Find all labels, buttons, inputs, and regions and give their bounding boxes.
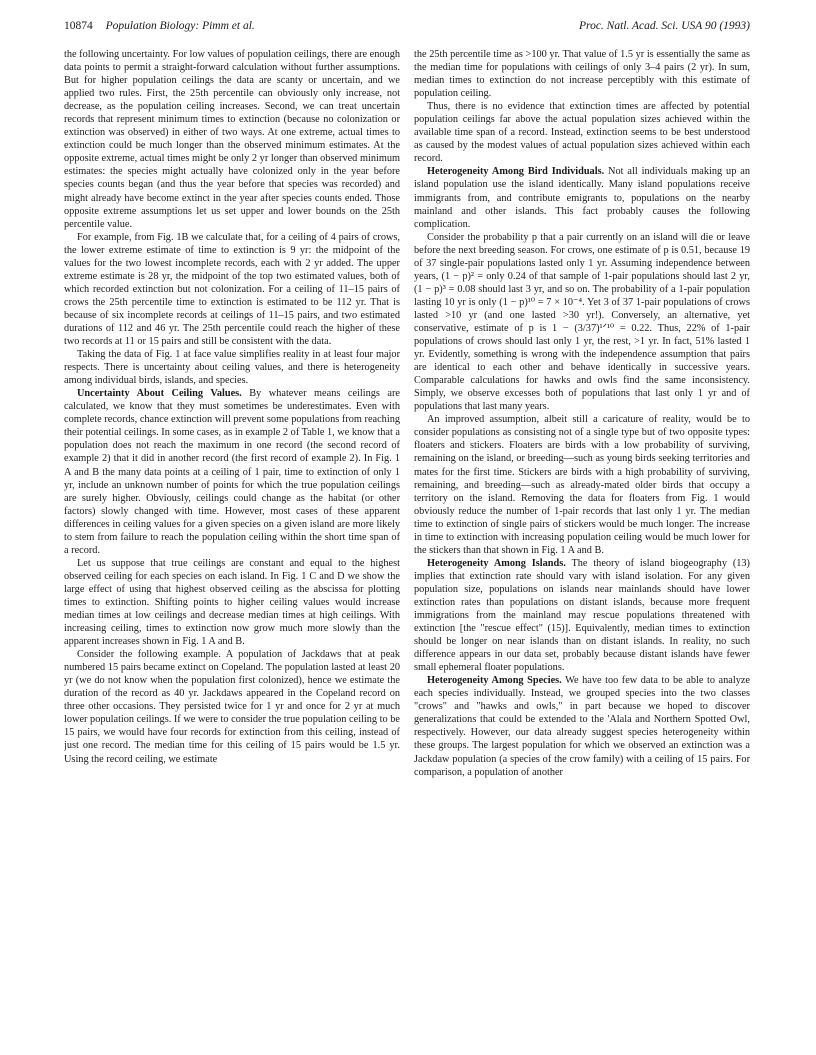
paragraph-text: the 25th percentile time as >100 yr. That value of 1.5 yr is essentially the same as the median time for populations with ceilings of only 3–4 pairs (2 yr). In sum, median times to extinction do not increase perceptibly with this estimate of population ceiling. xyxy=(414,49,750,100)
paragraph xyxy=(64,48,400,231)
paragraph xyxy=(414,48,750,100)
left-column xyxy=(64,48,400,1043)
paragraph xyxy=(414,413,750,557)
paragraph-text: The theory of island biogeography (13) implies that extinction rate should vary with island isolation. For any given population size, populations on islands near mainlands should have lower extinction rates than populations on distant islands, because more frequent immigrations from the mainland may rescue populations threatened with extinction [the "rescue effect" (15)]. Equivalently, median times to extinction should be longer on near islands than on distant islands. In reality, no such difference appears in our data set, probably because distant islands have fewer small ephemeral floater populations. xyxy=(414,557,750,674)
page-header xyxy=(64,20,750,38)
paragraph-text: By whatever means ceilings are calculated, we know that they must sometimes be underestimates. Even with complete records, chance extinction will prevent some populations from reaching their potential ceilings. In some cases, as in example 2 of Table 1, we know that a population does not reach the maximum in one record (the second record of example 2) that it did in another record (the first record of example 2). In Fig. 1 A and B the many data points at a ceiling of 1 pair, time to extinction of only 1 yr, include an unknown number of points for which the true population ceilings are surely higher. Obviously, ceilings could change as the habitat (or other factors) slowly changed with time. However, most cases of these apparent differences in ceiling values for a given species on a given island are more likely to stem from failure to reach the population ceiling within the short time span of a record. xyxy=(64,388,400,556)
paragraph xyxy=(414,231,750,414)
section-heading: Uncertainty About Ceiling Values. xyxy=(77,388,242,400)
running-title: Population Biology: Pimm et al. xyxy=(105,20,255,32)
section-heading: Heterogeneity Among Bird Individuals. xyxy=(427,166,605,178)
paragraph-text: Taking the data of Fig. 1 at face value simplifies reality in at least four major respects. There is uncertainty about ceiling values, and there is heterogeneity among individual birds, islands, and species. xyxy=(64,349,400,387)
paragraph xyxy=(64,648,400,765)
paragraph xyxy=(414,100,750,165)
paragraph xyxy=(64,557,400,648)
section-heading: Heterogeneity Among Islands. xyxy=(427,557,566,569)
paragraph xyxy=(414,557,750,674)
paragraph xyxy=(414,165,750,230)
paragraph xyxy=(414,674,750,778)
paragraph-text: Not all individuals making up an island population use the island identically. Many island populations receive immigrants from, and contribute emigrants to, populations on the nearby mainland and other islands. This fact probably causes the following complication. xyxy=(414,166,750,230)
right-column xyxy=(414,48,750,1043)
section-heading: Heterogeneity Among Species. xyxy=(427,675,562,687)
page-number: 10874 xyxy=(64,20,93,32)
paragraph-text: Thus, there is no evidence that extinction times are affected by potential population ceilings far above the actual population sizes achieved within the available time span of a record. Instead, extinction seems to be best understood as caused by the modest values of actual population sizes achieved within each record. xyxy=(414,101,750,165)
paragraph-text: For example, from Fig. 1B we calculate that, for a ceiling of 4 pairs of crows, the lower extreme estimate of time to extinction is 9 yr: the midpoint of the values for the two lowest incomplete records, each with 2 yr added. The upper extreme estimate is 28 yr, the midpoint of the top two estimated values, both of which recorded extinction but not colonization. For a ceiling of 11–15 pairs of crows the 25th percentile time to extinction is estimated to be 112 yr. That is because of six incomplete records at ceilings of 11–15 pairs, and two estimated durations of 112 and 46 yr. The 25th percentile could reach the higher of these two records at 11 or 15 pairs and still be consistent with the data. xyxy=(64,231,400,348)
paragraph xyxy=(64,231,400,348)
journal-citation: Proc. Natl. Acad. Sci. USA 90 (1993) xyxy=(579,20,750,32)
paragraph-text: Let us suppose that true ceilings are constant and equal to the highest observed ceiling for each species on each island. In Fig. 1 C and D we show the large effect of using that highest observed ceiling as the abscissa for plotting times to extinction. Shifting points to higher ceiling values would increase median times at low ceilings and decrease median times at high ceilings. With increasing ceiling, times to extinction now grow much more slowly than the apparent increases shown in Fig. 1 A and B. xyxy=(64,557,400,648)
paragraph-text: We have too few data to be able to analyze each species individually. Instead, we grouped species into the two classes "crows" and "hawks and owls," in part because we hoped to discover generalizations that could be extended to the 'Alala and Northern Spotted Owl, respectively. However, our data already suggest species heterogeneity within these groups. The largest population for which we observed an extinction was a Jackdaw population (a species of the crow family) with a ceiling of 15 pairs. For comparison, a population of another xyxy=(414,675,750,778)
paragraph-text: An improved assumption, albeit still a caricature of reality, would be to consider populations as consisting not of a single type but of two opposite types: floaters and stickers. Floaters are birds with a low probability of surviving, remaining on the island, or breeding—such as young birds seeking territories and mates for the first time. Stickers are birds with a high probability of surviving, remaining, and breeding—such as already-mated older birds that occupy a territory on the island. Removing the data for floaters from Fig. 1 would obviously reduce the number of 1-pair records that last only 1 yr. The median time to extinction of single pairs of stickers would be much longer. The increase in time to extinction with increasing population ceiling would be much lower for the stickers than that shown in Fig. 1 A and B. xyxy=(414,414,750,556)
paragraph-text: Consider the probability p that a pair currently on an island will die or leave before the next breeding season. For crows, one estimate of p is 0.51, because 19 of 37 single-pair populations lasted only 1 yr. Assuming independence between years, (1 − p)² = only 0.24 of that sample of 1-pair populations should last 2 yr, (1 − p)³ = 0.08 should last 3 yr, and so on. The probability of a 1-pair population lasting 10 yr is only (1 − p)¹⁰ = 7 × 10⁻⁴. Yet 3 of 37 1-pair populations of crows lasted >10 yr (and one lasted >30 yr!). Conversely, an alternative, yet conservative, estimate of p is 1 − (3/37)¹ᐟ¹⁰ = 0.22. Thus, 22% of 1-pair populations of crows should last only 1 yr, the rest, >1 yr. In fact, 51% lasted 1 yr. Evidently, something is wrong with the independence assumption that pairs are identical to each other and behave identically in successive years. Comparable calculations for hawks and owls find the same inconsistency. Simply, we observe excesses both of populations that last only 1 yr and of populations that last many years. xyxy=(414,231,750,413)
paragraph xyxy=(64,387,400,557)
paragraph xyxy=(64,348,400,387)
paragraph-text: Consider the following example. A population of Jackdaws that at peak numbered 15 pairs became extinct on Copeland. The population lasted at least 20 yr (we do not know when the population first colonized), hence we estimate the duration of the record as 40 yr. Jackdaws appeared in the Copeland record on three other occasions. They persisted twice for 1 yr and once for 2 yr at much lower population ceilings. If we were to consider the true population ceiling to be 15 pairs, we would have four records for extinction from this ceiling, instead of just one record. The median time for this ceiling of 15 pairs would be 1.5 yr. Using the record ceiling, we estimate xyxy=(64,649,400,765)
paragraph-text: the following uncertainty. For low values of population ceilings, there are enough data points to permit a straight-forward calculation without further assumptions. But for higher population ceilings the data are scanty or uncertain, and we applied two rules. First, the 25th percentile can obviously only increase, not decrease, as the population ceiling increases. Second, we can treat uncertain records that represent minimum times to extinction (because no colonization or extinction was observed) in either of two ways. At one extreme, actual times to extinction could be much longer than the observed minimum estimates. At the opposite extreme, actual times might be only 2 yr longer than observed minimum estimates: the species might actually have colonized only in the year before species counts began (and thus the year before that species was recorded) and might already have become extinct in the year after species counts ended. Those opposite extreme assumptions let us set upper and lower bounds on the 25th percentile value. xyxy=(64,49,400,230)
